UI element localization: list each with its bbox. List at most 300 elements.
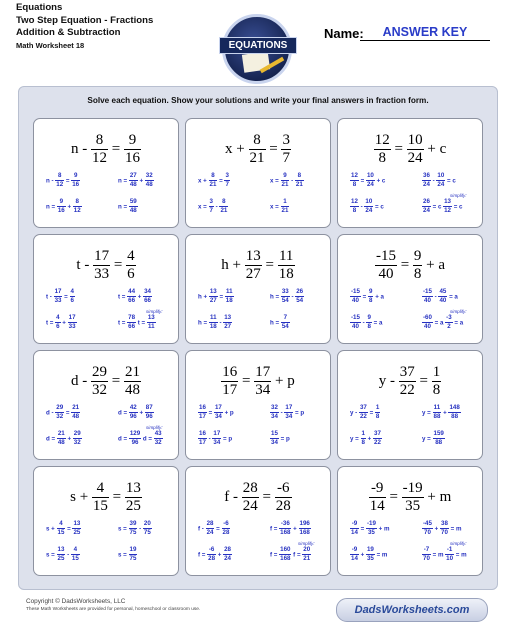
fraction <box>278 249 295 282</box>
equation <box>34 249 178 282</box>
numerator: -19 <box>402 480 423 496</box>
numerator: 36 <box>422 173 431 181</box>
fraction <box>279 521 291 536</box>
denominator: 32 <box>73 439 81 447</box>
denominator: 6 <box>70 297 74 305</box>
equations-logo <box>222 14 292 84</box>
denominator: 48 <box>72 413 80 421</box>
solution-step <box>270 405 304 420</box>
solution-step <box>350 405 380 420</box>
problem-card <box>185 118 331 228</box>
expr-text: = <box>214 525 222 533</box>
solution-step <box>198 173 230 188</box>
equation <box>34 365 178 398</box>
denominator: 7 <box>282 150 290 166</box>
numerator: 27 <box>129 173 138 181</box>
denominator: 96 <box>131 439 139 447</box>
expr-text: y = <box>422 435 433 443</box>
fraction <box>124 133 141 166</box>
numerator: -15 <box>350 315 361 323</box>
expr-text: f = <box>270 525 280 533</box>
denominator: 8 <box>352 207 357 215</box>
numerator: 11 <box>225 289 234 297</box>
fraction <box>350 521 359 536</box>
expr-text: d = <box>118 409 129 417</box>
fraction <box>443 199 452 214</box>
denominator: 10 <box>446 555 454 563</box>
fraction <box>127 315 136 330</box>
denominator: 34 <box>271 439 278 447</box>
problem-card <box>337 234 483 344</box>
solution-step <box>118 199 138 214</box>
expr-text: = <box>265 140 282 157</box>
denominator: 12 <box>73 207 81 215</box>
numerator: 1 <box>375 405 380 413</box>
numerator: 159 <box>433 431 445 439</box>
denominator: 66 <box>128 297 136 305</box>
fraction <box>440 521 449 536</box>
denominator: 8 <box>369 297 373 305</box>
denominator: 18 <box>225 297 233 305</box>
fraction <box>399 365 416 398</box>
denominator: 12 <box>56 181 64 189</box>
expr-text: = <box>217 293 225 301</box>
fraction <box>422 289 433 304</box>
numerator: 196 <box>299 521 311 529</box>
expr-text: + <box>60 319 68 327</box>
numerator: 10 <box>366 173 375 181</box>
denominator: 24 <box>365 207 373 215</box>
denominator: 25 <box>57 555 65 563</box>
denominator: 14 <box>369 498 385 514</box>
denominator: 88 <box>433 413 441 421</box>
fraction <box>212 431 221 446</box>
denominator: 8 <box>367 323 371 331</box>
numerator: 9 <box>366 315 371 323</box>
denominator: 34 <box>285 413 293 421</box>
numerator: 4 <box>57 521 66 529</box>
fraction <box>223 315 232 330</box>
denominator: 28 <box>208 555 216 563</box>
solution-step <box>422 431 445 446</box>
numerator: 44 <box>127 289 136 297</box>
numerator: 12 <box>374 132 390 148</box>
expr-text: + m <box>376 525 390 533</box>
numerator: 1 <box>361 431 366 439</box>
denominator: 21 <box>249 150 265 166</box>
numerator: 87 <box>145 405 154 413</box>
expr-text: s = <box>46 551 57 559</box>
problem-card <box>185 466 331 576</box>
denominator: 24 <box>366 181 374 189</box>
expr-text: = <box>108 140 124 157</box>
solution-step <box>422 547 467 562</box>
numerator: -9 <box>350 521 359 529</box>
numerator: -15 <box>375 248 396 264</box>
expr-text: - <box>289 177 295 185</box>
expr-text: f = <box>198 551 208 559</box>
numerator: 39 <box>129 521 138 529</box>
numerator: 17 <box>284 405 293 413</box>
numerator: 9 <box>57 199 66 207</box>
fraction <box>445 315 453 330</box>
numerator: 160 <box>279 547 291 555</box>
fraction <box>279 547 291 562</box>
expr-text: = <box>390 140 407 157</box>
numerator: 11 <box>433 405 442 413</box>
denominator: 11 <box>148 323 155 331</box>
denominator: 24 <box>407 150 423 166</box>
numerator: 8 <box>73 199 82 207</box>
equation <box>186 481 330 514</box>
numerator: -60 <box>422 315 433 323</box>
expr-text: = a <box>432 319 446 327</box>
expr-text: = <box>261 256 278 273</box>
numerator: 10 <box>364 199 373 207</box>
numerator: 7 <box>281 315 290 323</box>
numerator: 13 <box>57 547 66 555</box>
expr-text: x + <box>225 140 249 157</box>
fraction <box>129 405 138 420</box>
fraction <box>350 289 361 304</box>
fraction <box>143 521 152 536</box>
expr-text: - <box>137 525 143 533</box>
expr-text: + <box>358 551 366 559</box>
numerator: 33 <box>281 289 290 297</box>
solution-step <box>270 521 311 536</box>
fraction <box>369 481 386 514</box>
equation <box>34 133 178 166</box>
numerator: -7 <box>422 547 431 555</box>
fraction <box>129 547 138 562</box>
denominator: 40 <box>352 297 359 305</box>
expr-text: + <box>432 525 441 533</box>
numerator: 129 <box>129 431 141 439</box>
denominator: 54 <box>281 297 289 305</box>
numerator: 12 <box>350 199 359 207</box>
denominator: 40 <box>352 323 359 331</box>
solution-step <box>350 521 389 536</box>
numerator: 13 <box>125 480 141 496</box>
equation <box>186 365 330 398</box>
fraction <box>72 521 81 536</box>
solution-step <box>198 289 234 304</box>
numerator: 9 <box>71 173 80 181</box>
simplify-note: simplify: <box>146 309 163 314</box>
fraction <box>145 405 154 420</box>
simplify-note: simplify: <box>146 425 163 430</box>
fraction <box>219 199 228 214</box>
denominator: 12 <box>444 207 451 215</box>
denominator: 54 <box>281 323 289 331</box>
fraction <box>223 547 232 562</box>
expr-text: + <box>216 551 224 559</box>
expr-text: x = <box>270 203 281 211</box>
solution-step <box>350 547 387 562</box>
numerator: 13 <box>72 521 81 529</box>
expr-text: = c <box>373 203 384 211</box>
numerator: 16 <box>198 431 207 439</box>
fraction <box>422 173 431 188</box>
expr-text: = p <box>293 409 305 417</box>
expr-text: t - <box>76 256 94 273</box>
fraction <box>350 315 361 330</box>
expr-text: - <box>65 551 71 559</box>
expr-text: h + <box>221 256 245 273</box>
numerator: -6 <box>275 481 292 498</box>
denominator: 168 <box>299 529 310 537</box>
numerator: 9 <box>281 173 290 181</box>
numerator: 17 <box>68 315 77 323</box>
fraction <box>302 547 311 562</box>
fraction <box>438 289 447 304</box>
fraction <box>448 405 460 420</box>
solution-step <box>118 431 163 446</box>
problem-card <box>337 350 483 460</box>
numerator: 20 <box>143 521 152 529</box>
numerator: 8 <box>295 173 304 181</box>
denominator: 15 <box>71 555 79 563</box>
solution-step <box>46 521 81 536</box>
fraction <box>270 405 279 420</box>
logo-banner: EQUATIONS <box>219 37 297 54</box>
solution-step <box>350 431 382 446</box>
denominator: 48 <box>57 439 65 447</box>
expr-text: = c <box>445 177 456 185</box>
problem-card <box>337 466 483 576</box>
fraction <box>71 173 80 188</box>
expr-text: = <box>358 177 366 185</box>
fraction <box>299 521 311 536</box>
expr-text: = a <box>452 319 464 327</box>
fraction <box>366 521 377 536</box>
denominator: 27 <box>245 266 261 282</box>
numerator: 29 <box>55 405 64 413</box>
solution-step <box>46 431 82 446</box>
numerator: 3 <box>282 132 290 148</box>
denominator: 34 <box>214 413 222 421</box>
denominator: 21 <box>295 181 303 189</box>
fraction <box>55 173 64 188</box>
numerator: -6 <box>207 547 216 555</box>
numerator: 16 <box>222 364 238 380</box>
numerator: 34 <box>143 289 152 297</box>
denominator: 33 <box>68 323 76 331</box>
solution-step <box>118 521 152 536</box>
expr-text: = <box>108 488 125 505</box>
denominator: 48 <box>129 207 137 215</box>
denominator: 8 <box>361 439 365 447</box>
expr-text: f - <box>224 488 242 505</box>
equation <box>34 481 178 514</box>
fraction <box>281 133 291 166</box>
fraction <box>402 481 424 514</box>
worksheet-subtitle: Addition & Subtraction <box>16 27 121 38</box>
expr-text: s + <box>70 488 92 505</box>
denominator: 70 <box>424 529 431 537</box>
expr-text: d - <box>46 409 56 417</box>
fraction <box>375 249 397 282</box>
expr-text: + <box>65 203 73 211</box>
expr-text: d = <box>141 435 154 443</box>
solution-step <box>198 547 232 562</box>
numerator: 59 <box>129 199 138 207</box>
fraction <box>366 547 375 562</box>
fraction <box>129 173 138 188</box>
fraction <box>284 405 293 420</box>
expr-text: t = <box>46 319 56 327</box>
denominator: 27 <box>209 297 217 305</box>
expr-text: - <box>213 203 220 211</box>
solution-step <box>46 315 77 330</box>
numerator: 37 <box>399 364 415 380</box>
numerator: 13 <box>223 315 232 323</box>
expr-text: = <box>65 525 73 533</box>
denominator: 33 <box>94 266 110 282</box>
simplify-note: simplify: <box>450 541 467 546</box>
worksheet-subtitle: Two Step Equation - Fractions <box>16 14 154 26</box>
denominator: 21 <box>303 555 311 563</box>
expr-text: = m <box>448 525 462 533</box>
numerator: 12 <box>350 173 359 181</box>
fraction <box>225 289 234 304</box>
fraction <box>92 481 109 514</box>
denominator: 32 <box>92 382 108 398</box>
denominator: 75 <box>129 555 137 563</box>
fraction <box>209 315 218 330</box>
instructions: Solve each equation. Show your solutions and write your final answers in fraction form. <box>87 96 429 105</box>
dadsworksheets-logo: DadsWorksheets.com <box>336 598 488 622</box>
fraction <box>281 315 290 330</box>
fraction <box>143 289 152 304</box>
numerator: 29 <box>73 431 82 439</box>
expr-text: + p <box>271 372 295 389</box>
numerator: 13 <box>245 248 261 264</box>
expr-text: + m <box>423 488 452 505</box>
numerator: 26 <box>422 199 431 207</box>
numerator: 9 <box>368 289 373 297</box>
fraction <box>124 365 141 398</box>
fraction <box>145 173 154 188</box>
expr-text: f = <box>291 551 303 559</box>
numerator: 16 <box>198 405 207 413</box>
expr-text: n = <box>118 177 129 185</box>
fraction <box>422 547 431 562</box>
denominator: 22 <box>374 439 381 447</box>
numerator: 19 <box>129 547 138 555</box>
equation <box>186 133 330 166</box>
problem-card <box>33 234 179 344</box>
simplify-note: simplify: <box>450 193 467 198</box>
fraction <box>374 133 391 166</box>
solution-step <box>422 521 461 536</box>
fraction <box>436 173 445 188</box>
numerator: 13 <box>209 289 218 297</box>
solution-step <box>350 199 384 214</box>
footer <box>26 598 200 614</box>
solution-step <box>270 431 290 446</box>
expr-text: + <box>291 525 299 533</box>
expr-text: = <box>62 293 70 301</box>
numerator: 1 <box>281 199 290 207</box>
problem-card <box>337 118 483 228</box>
denominator: 7 <box>225 181 229 189</box>
fraction <box>70 289 75 304</box>
fraction <box>364 199 373 214</box>
fraction <box>245 249 262 282</box>
fraction <box>281 289 290 304</box>
numerator: 42 <box>129 405 138 413</box>
denominator: 14 <box>351 555 358 563</box>
solution-step <box>270 289 304 304</box>
problem-area <box>18 86 498 590</box>
worksheet-header <box>16 2 153 52</box>
expr-text: n = <box>46 203 57 211</box>
expr-text: = a <box>371 319 383 327</box>
solution-step <box>118 547 137 562</box>
denominator: 22 <box>399 382 415 398</box>
denominator: 88 <box>451 413 459 421</box>
denominator: 40 <box>378 266 394 282</box>
expr-text: + a <box>373 293 384 301</box>
fraction <box>422 199 431 214</box>
fraction <box>73 431 82 446</box>
numerator: 26 <box>295 289 304 297</box>
denominator: 24 <box>206 529 214 537</box>
solution-step <box>270 173 304 188</box>
denominator: 8 <box>375 413 380 421</box>
numerator: 9 <box>124 133 141 150</box>
fraction <box>350 547 359 562</box>
expr-text: y - <box>350 409 359 417</box>
denominator: 96 <box>145 413 153 421</box>
fraction <box>91 365 108 398</box>
denominator: 34 <box>271 413 278 421</box>
numerator: -36 <box>279 521 291 529</box>
copyright-text: Copyright © DadsWorksheets, LLC <box>26 598 126 605</box>
numerator: 4 <box>92 481 109 498</box>
fraction <box>281 199 290 214</box>
denominator: 6 <box>127 266 135 282</box>
denominator: 32 <box>56 413 64 421</box>
expr-text: + <box>365 435 374 443</box>
numerator: 1 <box>432 364 441 380</box>
denominator: 16 <box>124 150 140 166</box>
simplify-note: simplify: <box>450 309 467 314</box>
equation <box>338 133 482 166</box>
usage-note: These Math Worksheets are provided for personal, homeschool or classroom use. <box>26 607 201 612</box>
numerator: 20 <box>302 547 311 555</box>
fraction <box>57 431 66 446</box>
fraction <box>350 199 359 214</box>
numerator: 4 <box>127 248 135 264</box>
numerator: 19 <box>366 547 375 555</box>
numerator: 17 <box>94 248 110 264</box>
expr-text: + c <box>374 177 386 185</box>
expr-text: - <box>289 293 296 301</box>
numerator: 32 <box>145 173 154 181</box>
expr-text: = <box>396 256 413 273</box>
expr-text: t - <box>46 293 54 301</box>
fraction <box>413 249 423 282</box>
numerator: 15 <box>270 431 279 439</box>
expr-text: = <box>367 409 375 417</box>
solution-step <box>350 289 384 304</box>
expr-text: = <box>360 293 369 301</box>
solution-step <box>422 173 456 188</box>
denominator: 2 <box>447 323 451 331</box>
denominator: 28 <box>222 529 230 537</box>
